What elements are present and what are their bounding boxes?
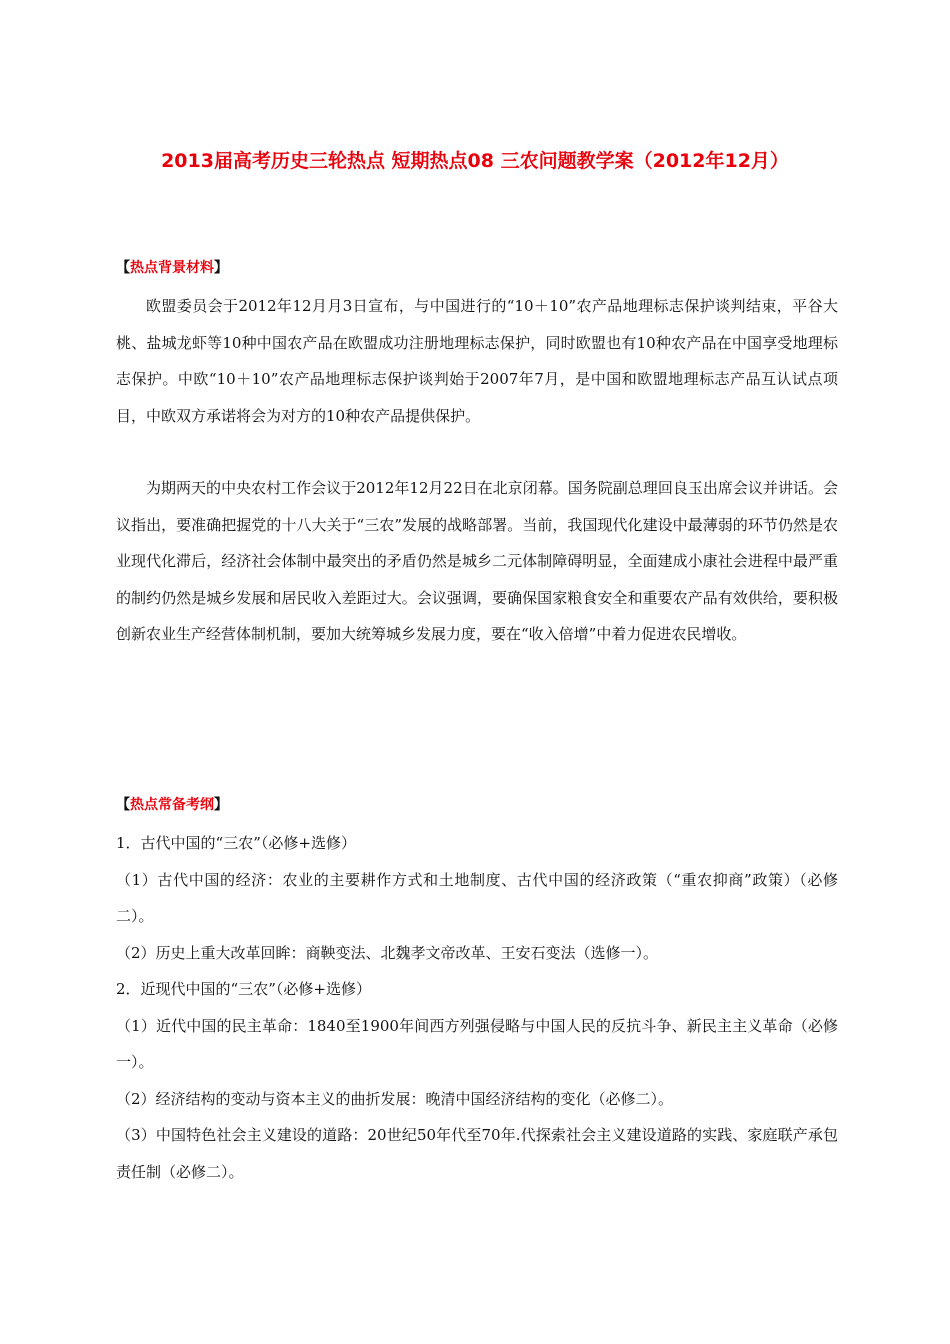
outline-list (116, 825, 838, 1190)
background-section-heading (116, 258, 228, 278)
outline-heading-text: 热点常备考纲 (130, 797, 214, 813)
outline-item: （2）历史上重大改革回眸：商鞅变法、北魏孝文帝改革、王安石变法（选修一）。 (116, 943, 659, 962)
page-title: 2013届高考历史三轮热点 短期热点08 三农问题教学案（2012年12月） (161, 150, 789, 172)
outline-item: 1．古代中国的“三农”（必修+选修） (116, 834, 356, 852)
background-paragraph: 为期两天的中央农村工作会议于2012年12月22日在北京闭幕。国务院副总理回良玉出席会议并讲话。会议指出，要准确把握党的十八大关于“三农”发展的战略部署。当前，我国现代化建设中最薄弱的环节仍然是农业现代化滞后，经济社会体制中最突出的矛盾仍然是城乡二元体制障碍明显，全面建成小康社会进程中最严重的制约仍然是城乡发展和居民收入差距过大。会议强调，要确保国家粮食安全和重要农产品有效供给，要积极创新农业生产经营体制机制，要加大统筹城乡发展力度，要在“收入倍增”中着力促进农民增收。 (116, 479, 838, 643)
heading-bracket-right: 】 (214, 260, 228, 276)
outline-item: （1）近代中国的民主革命：1840至1900年间西方列强侵略与中国人民的反抗斗争、新民主主义革命（必修一）。 (116, 1016, 838, 1071)
outline-item: （1）古代中国的经济：农业的主要耕作方式和土地制度、古代中国的经济政策（“重农抑商”政策）（必修二）。 (116, 870, 838, 925)
outline-item: 2．近现代中国的“三农”（必修+选修） (116, 980, 371, 998)
outline-section-heading (116, 795, 228, 815)
background-heading-text: 热点背景材料 (130, 260, 214, 276)
heading-bracket-left: 【 (116, 260, 130, 276)
background-paragraph: 欧盟委员会于2012年12月月3日宣布，与中国进行的“10＋10”农产品地理标志保护谈判结束，平谷大桃、盐城龙虾等10种中国农产品在欧盟成功注册地理标志保护，同时欧盟也有10种农产品在中国享受地理标志保护。中欧“10＋10”农产品地理标志保护谈判始于2007年7月，是中国和欧盟地理标志产品互认试点项目，中欧双方承诺将会为对方的10种农产品提供保护。 (116, 297, 838, 425)
heading-bracket-left: 【 (116, 797, 130, 813)
outline-item: （2）经济结构的变动与资本主义的曲折发展：晚清中国经济结构的变化（必修二）。 (116, 1089, 674, 1108)
outline-item: （3）中国特色社会主义建设的道路：20世纪50年代至70年.代探索社会主义建设道路的实践、家庭联产承包责任制（必修二）。 (116, 1126, 838, 1181)
heading-bracket-right: 】 (214, 797, 228, 813)
